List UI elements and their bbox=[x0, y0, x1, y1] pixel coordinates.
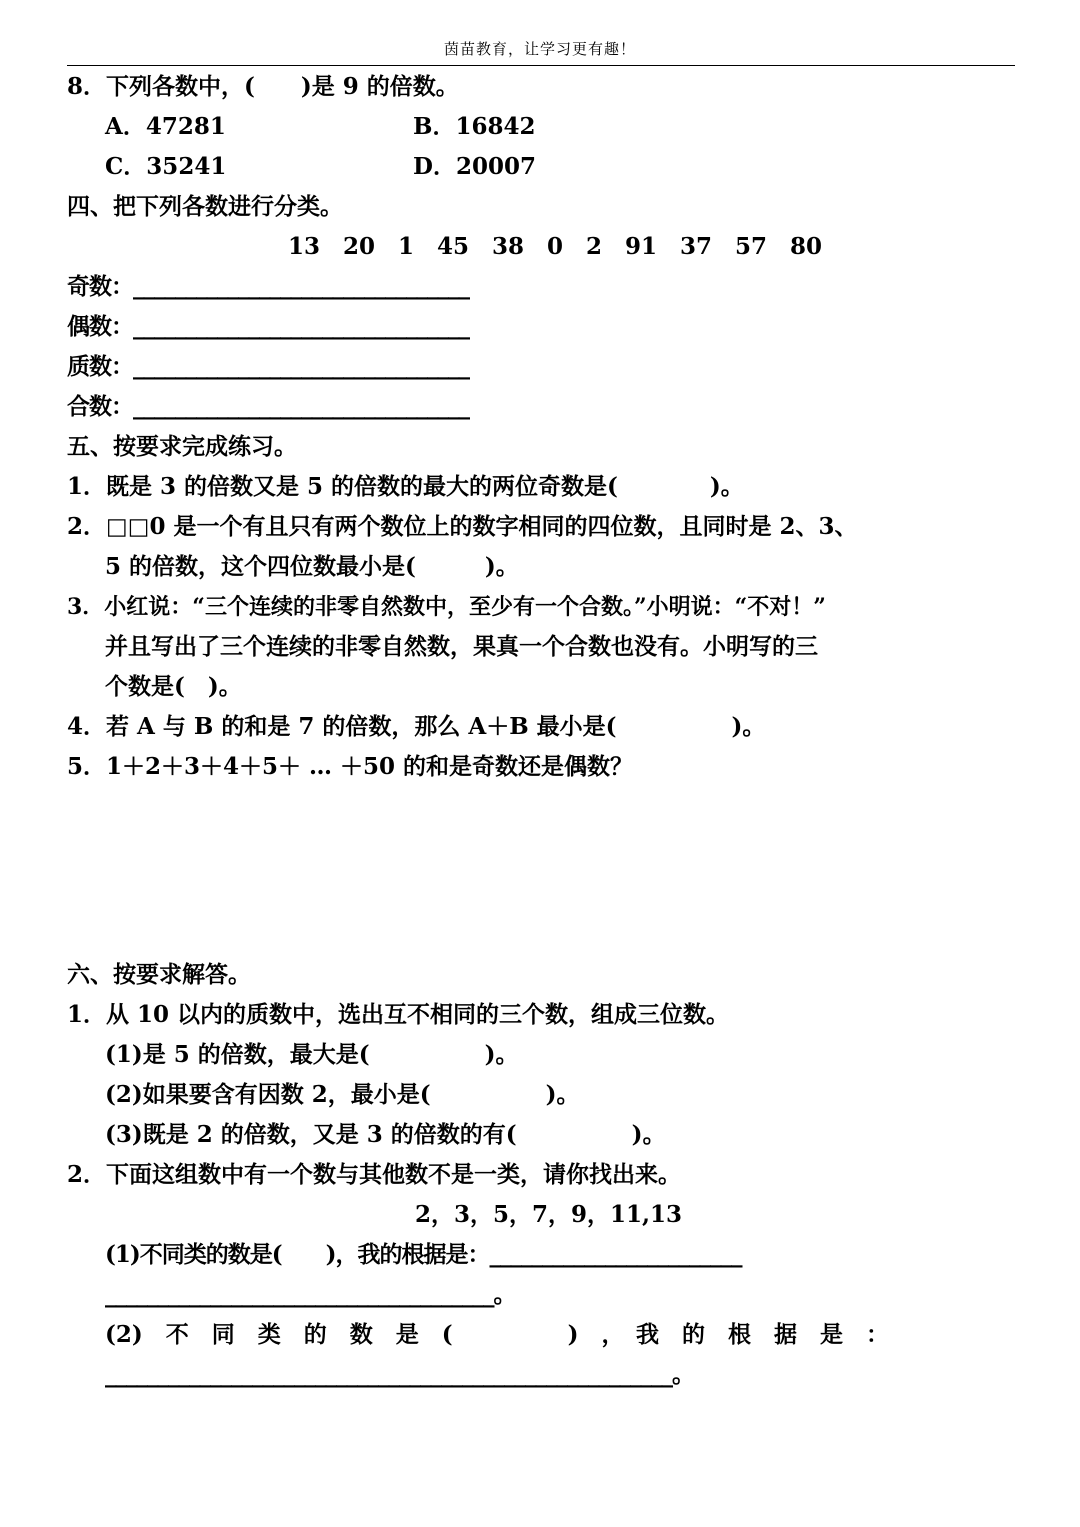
s6-question-2-stem: 2．下面这组数中有一个数与其他数不是一类，请你找出来。 bbox=[67, 1161, 682, 1188]
s5-question-3-line2: 并且写出了三个连续的非零自然数，果真一个合数也没有。小明写的三 bbox=[105, 633, 818, 660]
s6-question-2-part1-line1: (1)不同类的数是( )，我的根据是：________________________ bbox=[105, 1241, 742, 1268]
s6-question-1-part1: (1)是 5 的倍数，最大是( )。 bbox=[105, 1041, 519, 1068]
s5-question-3-line1: 3．小红说：“三个连续的非零自然数中，至少有一个合数。”小明说：“不对！” bbox=[67, 594, 826, 620]
q8-stem: 8．下列各数中，( )是 9 的倍数。 bbox=[67, 73, 459, 100]
q8-option-a: A．47281 bbox=[105, 113, 226, 140]
s6-question-2-numbers: 2，3，5，7，9，11,13 bbox=[415, 1201, 683, 1228]
q8-option-d: D．20007 bbox=[413, 153, 536, 180]
composite-numbers-line: 合数：________________________________ bbox=[67, 393, 469, 420]
section6-title: 六、按要求解答。 bbox=[67, 961, 251, 988]
s5-question-1: 1．既是 3 的倍数又是 5 的倍数的最大的两位奇数是( )。 bbox=[67, 473, 744, 500]
q8-option-c: C．35241 bbox=[105, 153, 227, 180]
s6-question-2-part2-line2: ______________________________________________________。 bbox=[105, 1361, 694, 1388]
s5-question-2-line1: 2．□□0 是一个有且只有两个数位上的数字相同的四位数，且同时是 2、3、 bbox=[67, 513, 858, 540]
s5-question-5: 5．1＋2＋3＋4＋5＋ … ＋50 的和是奇数还是偶数？ bbox=[67, 753, 634, 780]
s6-question-1-part3: (3)既是 2 的倍数，又是 3 的倍数的有( )。 bbox=[105, 1121, 666, 1148]
s6-question-2-part1-line2: _____________________________________。 bbox=[105, 1281, 516, 1308]
odd-numbers-line: 奇数：________________________________ bbox=[67, 273, 469, 300]
s5-question-4: 4．若 A 与 B 的和是 7 的倍数，那么 A＋B 最小是( )。 bbox=[67, 713, 766, 740]
section4-title: 四、把下列各数进行分类。 bbox=[67, 193, 343, 220]
s6-question-2-part2-line1: (2) 不 同 类 的 数 是 ( ) ， 我 的 根 据 是 ： bbox=[105, 1321, 890, 1348]
s6-question-1-part2: (2)如果要含有因数 2，最小是( )。 bbox=[105, 1081, 580, 1108]
q8-option-b: B．16842 bbox=[413, 113, 536, 140]
s5-question-3-line3: 个数是( )。 bbox=[105, 673, 242, 700]
s5-question-2-line2: 5 的倍数，这个四位数最小是( )。 bbox=[105, 553, 519, 580]
prime-numbers-line: 质数：________________________________ bbox=[67, 353, 469, 380]
even-numbers-line: 偶数：________________________________ bbox=[67, 313, 469, 340]
section4-numbers: 13 20 1 45 38 0 2 91 37 57 80 bbox=[288, 233, 823, 260]
s6-question-1-stem: 1．从 10 以内的质数中，选出互不相同的三个数，组成三位数。 bbox=[67, 1001, 730, 1028]
header-divider bbox=[67, 65, 1015, 66]
page-header: 茵苗教育，让学习更有趣！ bbox=[443, 40, 636, 58]
section5-title: 五、按要求完成练习。 bbox=[67, 433, 297, 460]
